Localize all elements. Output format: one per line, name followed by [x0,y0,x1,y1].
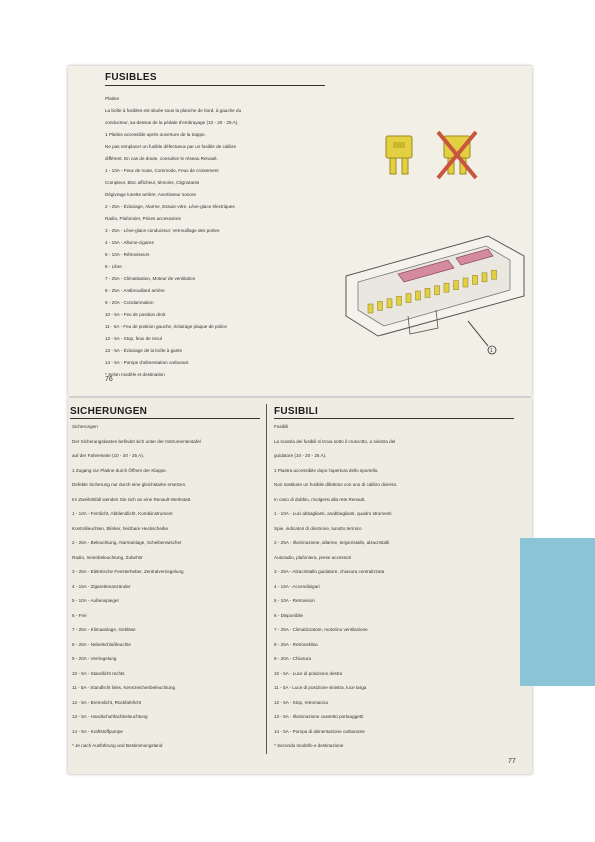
text-line: 13 - 5A - Éclairage de la boîte à gants [105,348,182,353]
fuse-slot [387,299,392,308]
blown-fuse-icon [438,132,476,178]
text-line: 10 - 5A - Standlicht rechts [72,670,125,676]
text-line: La boîte à fusibles est située sous la planche de bord, à gauche du [105,108,242,113]
text-line: 13 - 5A - Handschuhfachbeleuchtung [72,714,148,719]
text-line: 1 Platine accessible après ouverture de la trappe. [105,132,206,137]
text-line: guidatore (10 - 20 - 25 A). [274,453,327,458]
fuse-slot [425,288,430,297]
column-divider [266,404,267,754]
page-number-77: 77 [508,758,516,765]
fuse-slot [397,296,402,305]
fuse-slot [482,273,487,282]
manual-page-76 [68,66,532,396]
callout-label: 1 [490,348,493,354]
text-line: 2 - 25A - Beleuchtung, Alarmanlage, Scheibenwischer [72,540,182,545]
header-rule-right [274,418,514,419]
text-line: Der Sicherungskasten befindet sich unter der Instrumententafel [72,438,201,444]
text-line: 14 - 5A - Pompa di alimentazione carburante [274,728,365,734]
fuse-slot [492,270,497,279]
text-line: 3 - 25A - Alzacristallo guidatore, chiusura centralizzata [274,569,385,574]
text-line: 12 - 5A - Bremslicht, Rückfahrlicht [72,699,142,705]
text-line: Dégivrage lunette arrière, Avertisseur sonore [105,192,197,197]
fuse-slot [444,283,449,292]
text-line: Defekte Sicherung nur durch eine gleichstarke ersetzen. [72,482,187,487]
text-line: 2 - 25A - Illuminazione, allarme, tergicristallo, alzacristalli [274,540,390,545]
text-line: 5 - 10A - Retrovisori [274,598,315,603]
fuse-slot [406,294,411,303]
text-line: Spie, indicatori di direzione, lunotto termico [274,525,362,531]
text-line: 11 - 5A - Standlicht links, Kennzeichenbeleuchtung [72,685,176,690]
text-line: 10 - 5A - Feu de position droit [105,312,166,317]
text-line: 2 - 25A - Éclairage, Alarme, Essuie-vitre, Lève-glace électriques [105,204,235,209]
text-line: 8 - 25A - Nebelschlußleuchte [72,641,131,647]
text-line: Non sostituire un fusibile difettoso con uno di calibro diverso. [274,482,398,487]
text-line: 10 - 5A - Luce di posizione destra [274,670,343,676]
text-line: 3 - 25A - Elektrische Fensterheber, Zentralverriegelung [72,569,184,574]
fuse-slot [435,286,440,295]
text-line: 6 - Frei [72,612,87,618]
text-line: 4 - 15A - Zigarettenanzünder [72,583,131,589]
text-line: * Secondo modello e destinazione [274,743,344,748]
text-line: In caso di dubbio, rivolgersi alla rete Renault. [274,496,366,502]
text-line: 6 - Libre [105,264,122,269]
text-line: 8 - 25A - Antibrouillard arrière [105,288,165,293]
fuse-slot [463,278,468,287]
text-line: Autoradio, plafoniera, prese accessori [274,554,352,560]
fuse-slot [368,304,373,313]
text-line: 5 - 10A - Außenspiegel [72,598,119,603]
fuse-slot [473,275,478,284]
text-line: 7 - 25A - Climatisation, Moteur de ventilation [105,276,196,281]
text-line: 9 - 20A - Verriegelung [72,656,117,661]
text-line: 1 Piastra accessibile dopo l'apertura dello sportello. [274,467,379,473]
text-line: 1 Zugang zur Platine durch Öffnen der Klappe. [72,467,167,473]
text-line: conducteur, au-dessus de la pédale d'embrayage (10 - 20 - 25 A). [105,120,239,125]
text-line: 7 - 25A - Klimaanlage, Gebläse [72,627,136,632]
text-line: 13 - 5A - Illuminazione cassetto portaoggetti [274,714,364,719]
text-line: 4 - 15A - Allume-cigares [105,240,154,245]
text-line: 9 - 20A - Condamnation [105,300,154,305]
text-line: 1 - 10A - Feux de route, Commodo, Feux de croisement [105,168,219,173]
text-line: Sicherungen [72,424,98,429]
text-line: * Selon modèle et destination [105,372,165,377]
text-line: 9 - 20A - Chiusura [274,656,312,661]
section-header-sicherungen: SICHERUNGEN [70,406,148,417]
text-line: différent. En cas de doute, consultez le réseau Renault. [105,156,218,161]
fuse-slot [378,301,383,310]
text-line: Ne pas remplacer un fusible défectueux par un fusible de calibre [105,144,236,149]
fuse-slot [454,281,459,290]
text-line: 7 - 25A - Climatizzatore, motorino ventilazione [274,627,368,632]
text-line: Fusibili [274,424,289,429]
manual-page-77 [68,398,532,774]
text-line: 11 - 5A - Feu de position gauche, éclairage plaque de police [105,324,227,329]
page-edge-tab [520,538,595,686]
text-line: Im Zweifelsfall wenden Sie sich an eine Renault-Werkstatt. [72,496,192,502]
text-line: 14 - 5A - Kraftstoffpumpe [72,728,123,734]
text-line: 6 - Disponibile [274,612,304,618]
header-rule [105,85,325,86]
text-line: 14 - 5A - Pompe d'alimentation carburant [105,360,189,365]
text-line: 4 - 15A - Accendisigari [274,583,320,589]
header-rule-left [70,418,260,419]
text-line: * Je nach Ausführung und Bestimmungsland [72,743,163,748]
text-line: Compteur, Bloc afficheur, témoins, Clignotants [105,180,200,185]
section-header-fusibles: FUSIBLES [105,72,157,83]
text-line: 3 - 25A - Lève-glace conducteur, Verrouillage des portes [105,228,220,233]
text-line: 8 - 25A - Retronebbia [274,641,318,647]
fuse-comparison-figure [368,126,528,196]
section-header-fusibili: FUSIBILI [274,406,319,417]
fusebox-diagram [338,216,528,356]
page-number-76: 76 [105,376,113,383]
text-line: Radio, Plafonnier, Prises accessoires [105,216,181,221]
text-line: 1 - 10A - Fernlicht, Abblendlicht, Kombiinstrument [72,511,173,516]
text-line: Radio, Innenbeleuchtung, Zubehör [72,554,143,560]
text-line: 11 - 5A - Luce di posizione sinistra, luce targa [274,685,367,690]
text-line: 12 - 5A - Stop, feux de recul [105,336,162,341]
fuse-slot [416,291,421,300]
text-line: 1 - 10A - Luci abbaglianti, anabbaglianti, quadro strumenti [274,511,392,516]
text-line: Kontrolleuchten, Blinker, heizbare Heckscheibe [72,525,169,531]
text-line: Platine [105,96,120,101]
text-line: auf der Fahrerseite (10 - 20 - 25 A). [72,453,145,458]
good-fuse-icon [386,136,412,174]
text-line: La scatola dei fusibili si trova sotto il cruscotto, a sinistra del [274,438,396,444]
text-line: 5 - 10A - Rétroviseurs [105,252,150,257]
text-line: 12 - 5A - Stop, retromarcia [274,699,328,705]
